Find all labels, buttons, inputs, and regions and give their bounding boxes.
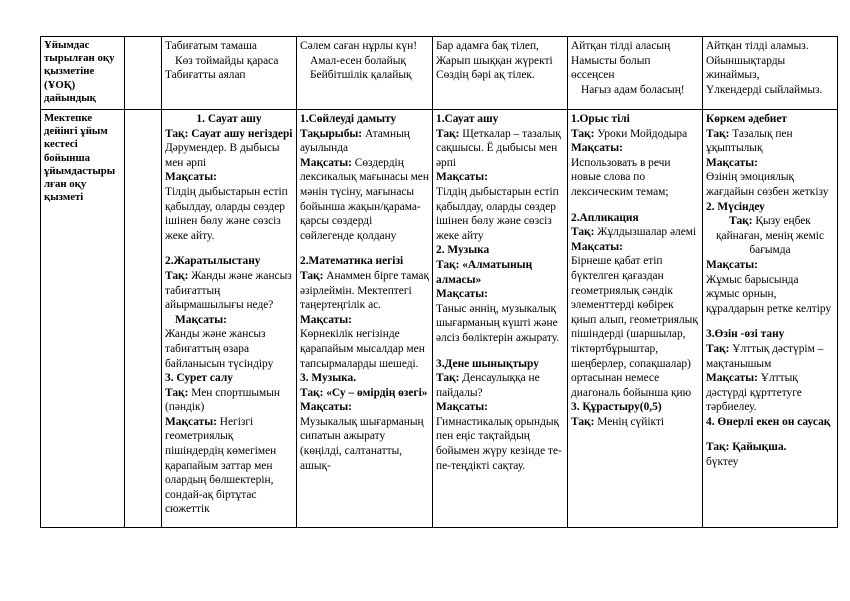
goal-text: Көрнекілік негізінде қарапайым мысалдар мен тапсырмаларды шешеді. (300, 328, 425, 370)
greeting-cell-3 (433, 37, 568, 110)
topic: Тақ: «Алматының алмасы» (436, 258, 533, 286)
greeting-line: жинаймыз, (706, 69, 760, 82)
topic: Тақ: Ұлттық дәстүрім – мақтанышым (706, 342, 824, 370)
goal-label: Мақсаты: (571, 240, 623, 253)
goal-text: Тілдің дыбыстарын естіп қабылдау, оларды сөздер ішінен бөлу және сөзсіз жеке айту (436, 185, 559, 242)
section-title: 2.Математика негізі (300, 255, 404, 268)
goal-label: Мақсаты: (571, 142, 623, 155)
topic: Тақ: Жұлдызшалар әлемі (571, 226, 697, 239)
greeting-cell-2 (297, 37, 433, 110)
greeting-cell-1 (162, 37, 297, 110)
goal-label: Мақсаты: (436, 401, 488, 414)
greeting-line: Бар адамға бақ тілеп, (436, 40, 539, 52)
goal-text: Таныс әннің, музыкалық шығарманың күшті және әлсіз бөліктерін ажырату. (436, 302, 560, 344)
greeting-line: Сәлем саған нұрлы күн! (300, 40, 418, 52)
section-title: 2. Мүсіндеу (706, 200, 765, 213)
goal-text: Тілдің дыбыстарын естіп қабылдау, оларды сөздер ішінен бөлу және сөзсіз жеке айту. (165, 185, 288, 242)
topic: Тақ: Тазалық пен ұқыптылық (706, 127, 793, 155)
lessons-cell-5 (703, 110, 838, 528)
section-title: 3. Музыка. (300, 372, 357, 385)
section-title: Көркем әдебиет (706, 113, 788, 125)
goal-text: Өзінің эмоциялық жағдайын сөзбен жеткізу (706, 171, 829, 198)
greeting-cell-4 (568, 37, 703, 110)
goal-text: Использовать в речи новые слова по лексическим темам; (571, 156, 671, 198)
topic: Тақ: Жанды және жансыз табиғаттың айырмашылығы неде? (165, 269, 292, 312)
greeting-line: Ойыншықтарды (706, 54, 786, 67)
greeting-cell-5 (703, 37, 838, 110)
lessons-row (41, 110, 838, 528)
topic: Тақ: Қызу еңбек қайнаған, менің жеміс бағымда (715, 215, 825, 257)
empty-cell (125, 37, 162, 110)
section-title: 2. Музыка (436, 244, 490, 257)
greeting-line: Бейбітшілік қалайық (310, 69, 412, 82)
goal-label: Мақсаты: (165, 171, 217, 184)
topic: Тақ: Анаммен бірге тамақ әзірлеймін. Мектептегі таңертеңгілік ас. (300, 269, 430, 312)
section-title: 1.Сөйлеуді дамыту (300, 113, 397, 125)
lessons-cell-2 (297, 110, 433, 528)
goal-text: Мақсаты: Сөздердің лексикалық мағынасы мен мәнін түсіну, мағынасы бойынша жақын/қарама-қарсы сөздерді сөйлегенде қолдану (300, 156, 429, 242)
greeting-line: Табиғатым тамаша (165, 40, 257, 52)
topic: Тақ: Уроки Мойдодыра (571, 127, 688, 140)
description: Дәрумендер. В дыбысы мен әрпі (165, 142, 280, 169)
goal-label: Мақсаты: (436, 171, 488, 184)
section-title: 3.Өзін -өзі тану (706, 328, 785, 341)
section-title: 3. Сурет салу (165, 372, 233, 385)
topic: Тақ: Щеткалар – тазалық сақшысы. Ё дыбысы мен әрпі (436, 127, 561, 169)
section-title: 3.Дене шынықтыру (436, 357, 539, 370)
lessons-cell-1 (162, 110, 297, 528)
greeting-line: Табиғатты аялап (165, 69, 246, 82)
goal-label: Мақсаты: (175, 313, 227, 326)
description: бүктеу (706, 456, 739, 469)
lessons-cell-3 (433, 110, 568, 528)
greeting-line: Үлкендерді сыйлаймыз. (706, 83, 823, 96)
goal-label: Мақсаты: (706, 156, 758, 169)
greeting-line: Сөздің бәрі ақ тілек. (436, 69, 535, 82)
greeting-line: Айтқан тілді аламыз. (706, 40, 809, 52)
topic: Тақ: Қайықша. (706, 441, 787, 454)
greeting-line: Айтқан тілді аласың (571, 40, 671, 52)
row-label-preparation: Ұйымдас тырылған оқу қызметіне (ҰОҚ) дайындық (41, 37, 125, 110)
greeting-line: Намысты болып (571, 54, 651, 67)
weekly-plan-table (40, 36, 838, 528)
greeting-line: Көз тоймайды қараса (175, 54, 279, 67)
section-title: 3. Құрастыру(0,5) (571, 401, 662, 414)
topic: Тақ: Денсаулыққа не пайдалы? (436, 372, 540, 399)
goal-text: Мақсаты: Ұлттық дәстүрді құрттетуге тәрбиелеу. (706, 372, 802, 414)
lessons-cell-4 (568, 110, 703, 528)
goal-text: Мақсаты: Негізгі геометриялық пішіндердің көмегімен қарапайым заттар мен олардың бөлшектерін, сондай-ақ біртұтас сюжеттік (165, 415, 277, 516)
topic: Тақ: Менің сүйікті (571, 415, 665, 428)
goal-text: Музыкалық шығарманың сипатын ажырату (көңілді, салтанатты, ашық- (300, 415, 424, 472)
greeting-line: Нағыз адам боласың! (581, 83, 685, 96)
topic: Тақырыбы: Атамның ауылында (300, 127, 410, 155)
topic: Тақ: Сауат ашу негіздері (165, 127, 293, 140)
section-title: 1. Сауат ашу (196, 113, 262, 125)
goal-text: Гимнастикалық орындық пен еңіс тақтайдың бойымен жүру кезінде те-пе-теңдікті сақтау. (436, 415, 562, 472)
section-title: 4. Өнерлі екен он саусақ (706, 415, 831, 428)
greeting-line: Жарып шыққан жүректі (436, 54, 553, 67)
goal-text: Бірнеше қабат етіп бүктелген қағаздан геометриялық сәндік элементтерді көбірек қиып алып, геометриялық пішіндерді (шаршылар, тіктөртбұрыштар, шеңберлер, сопақшалар) ортасынан немесе диагональ бойынша қию (571, 255, 698, 399)
greeting-line: өссеңсен (571, 69, 615, 82)
greeting-line: Амал-есен болайық (310, 54, 406, 67)
topic: Тақ: «Су – өмірдің өзегі» (300, 386, 428, 399)
topic: Тақ: Мен спортшымын (пәндік) (165, 386, 280, 414)
goal-text: Жұмыс барысында жұмыс орнын, құралдарын ретке келтіру (706, 273, 832, 315)
goal-label: Мақсаты: (300, 401, 352, 414)
section-title: 2.Апликация (571, 211, 639, 224)
goal-text: Жанды және жансыз табиғаттың өзара байланысын түсіндіру (165, 328, 274, 370)
section-title: 1.Сауат ашу (436, 113, 499, 125)
goal-label: Мақсаты: (706, 258, 758, 271)
section-title: 2.Жаратылыстану (165, 255, 261, 268)
goal-label: Мақсаты: (436, 288, 488, 301)
section-title: 1.Орыс тілі (571, 113, 630, 125)
goal-label: Мақсаты: (300, 313, 352, 326)
preparation-row (41, 37, 838, 110)
empty-cell (125, 110, 162, 528)
row-label-lessons: Мектепке дейінгі ұйым кестесі бойынша ұйымдастыры лған оқу қызметі (41, 110, 125, 528)
